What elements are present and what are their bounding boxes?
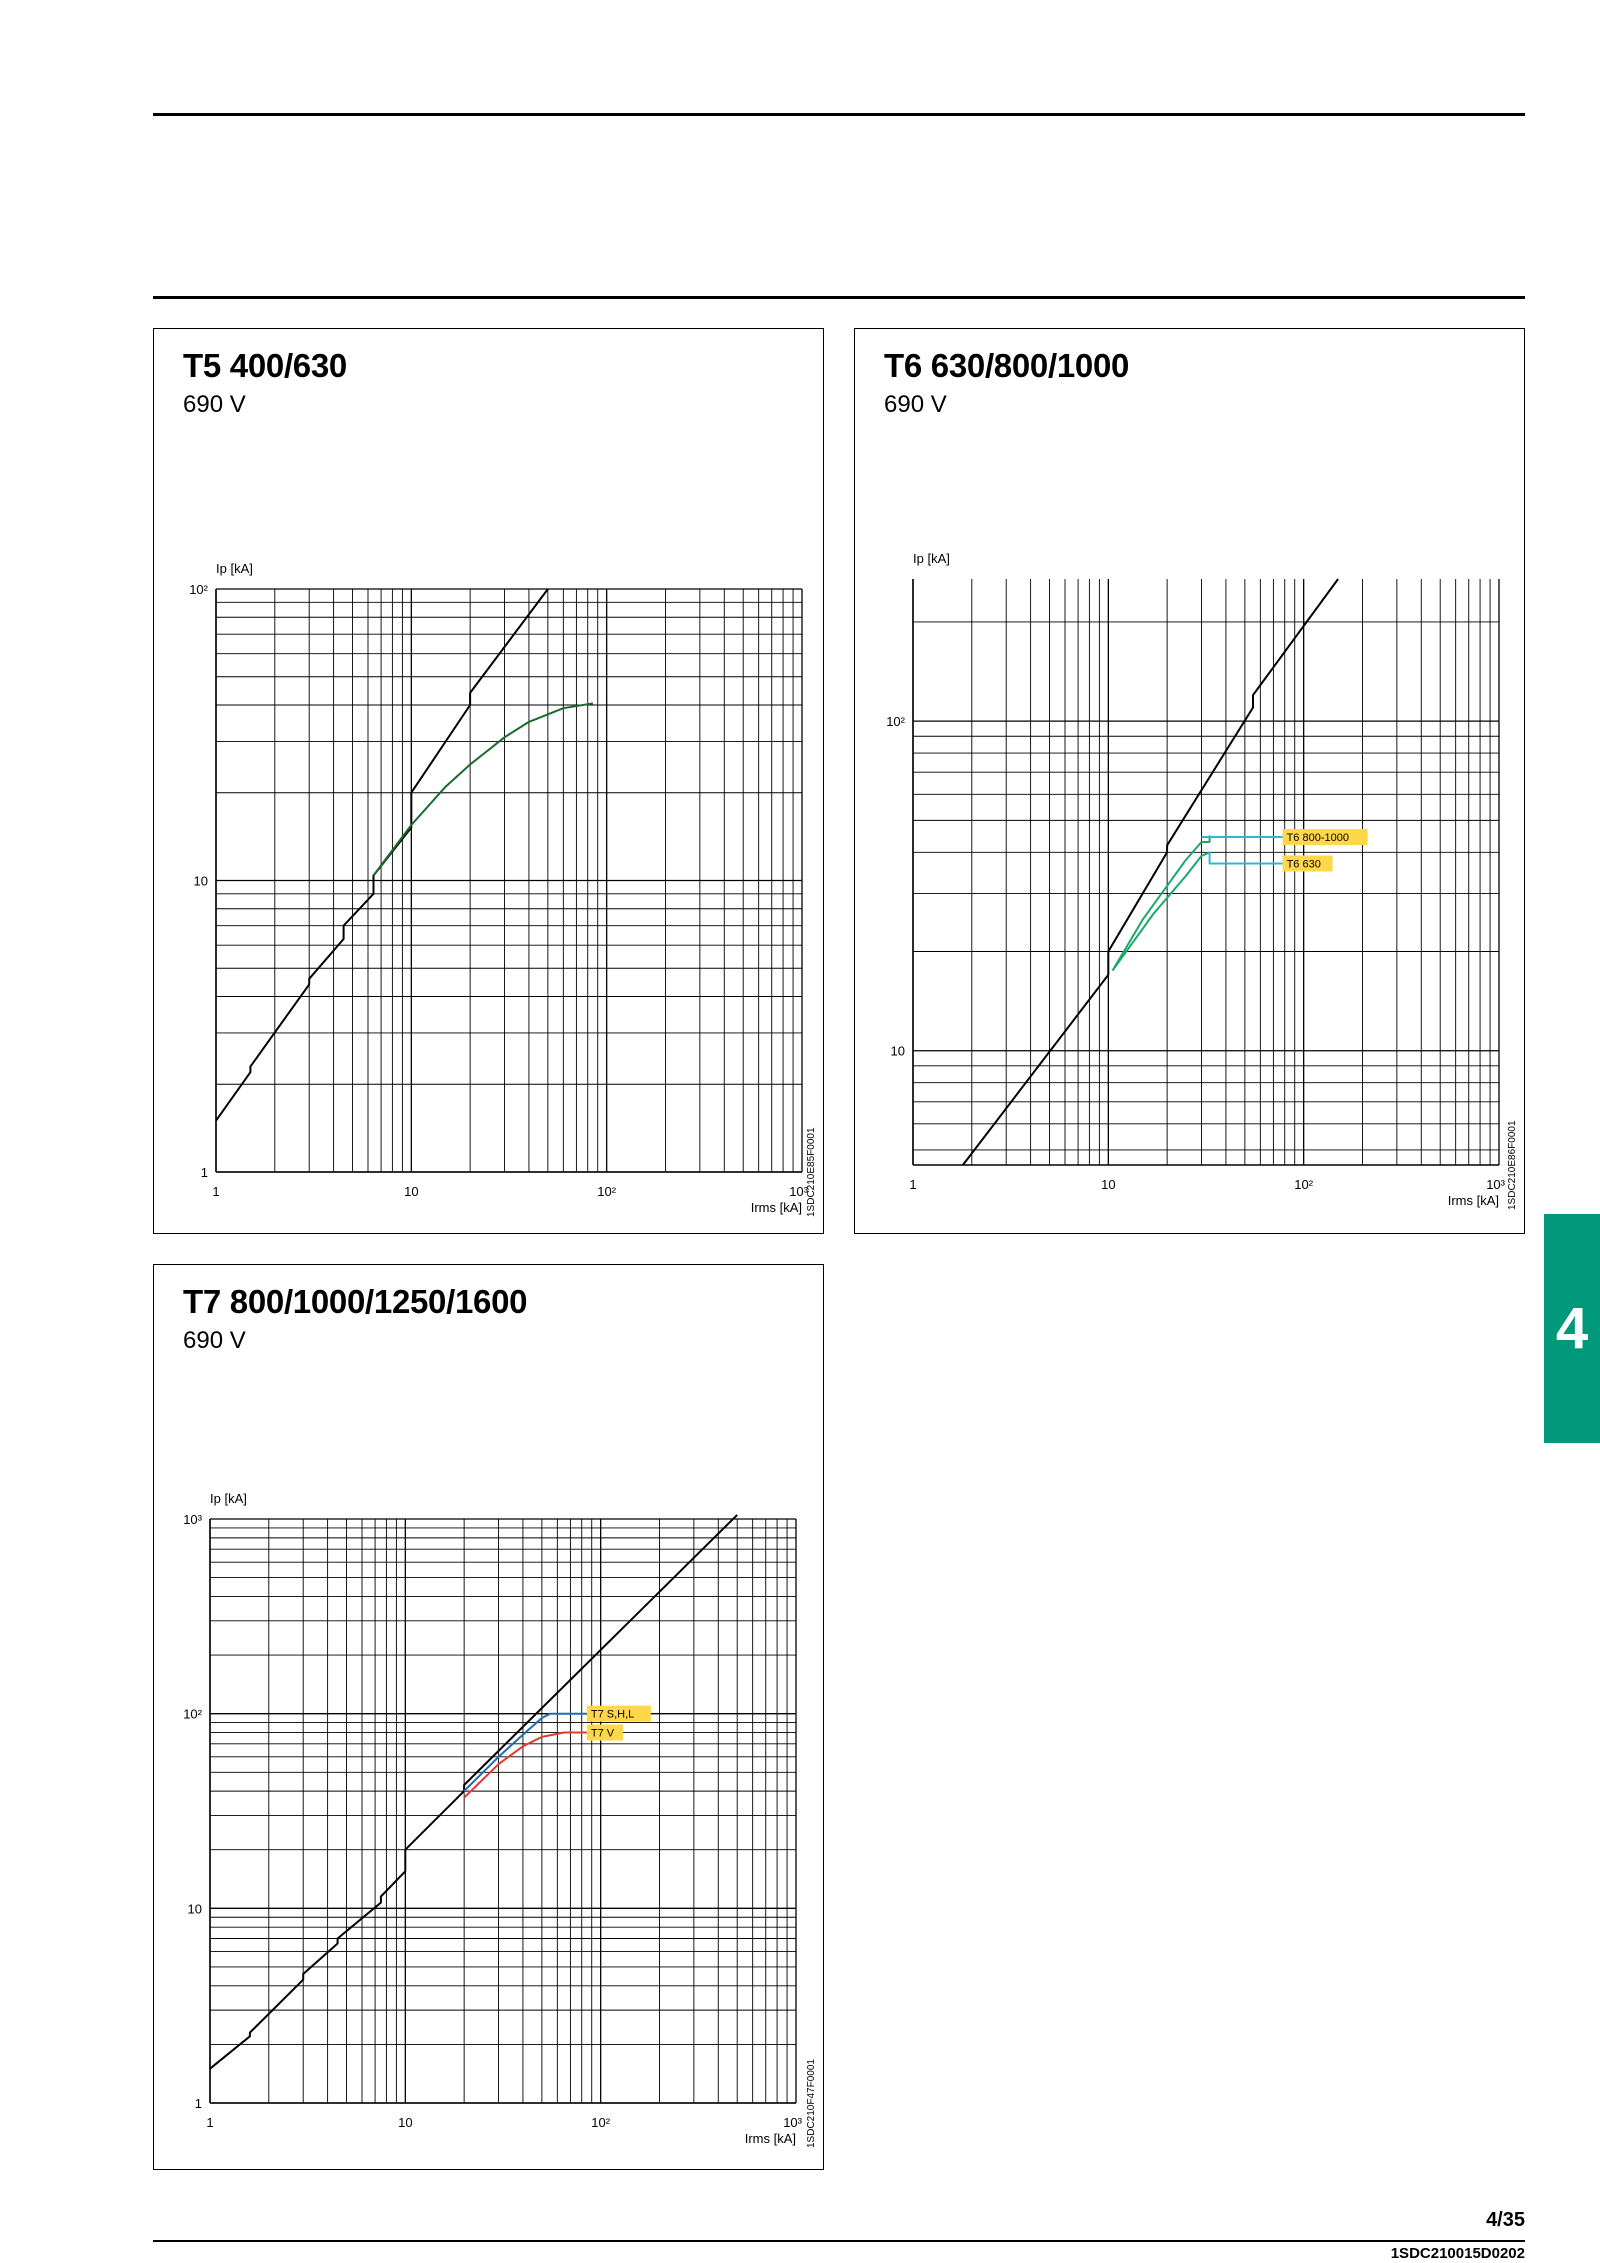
x-tick-label: 10²: [1294, 1177, 1314, 1192]
x-tick-label: 10²: [591, 2115, 611, 2130]
y-tick-label: 10²: [189, 582, 208, 597]
series-line: [374, 703, 593, 875]
footer-rule: [153, 2240, 1525, 2242]
y-axis-label: Ip [kA]: [913, 551, 950, 566]
y-tick-label: 10: [187, 1901, 202, 1917]
document-code: 1SDC210015D0202: [1390, 2245, 1525, 2262]
x-tick-label: 1: [206, 2115, 214, 2130]
y-tick-label: 10: [890, 1043, 905, 1059]
page-number: 4/35: [1486, 2209, 1525, 2231]
series-line: [464, 1733, 587, 1798]
x-axis-label: Irms [kA]: [744, 2131, 796, 2146]
x-tick-label: 10³: [783, 2115, 802, 2130]
y-tick-label: 10²: [183, 1706, 202, 1722]
x-tick-label: 10: [1101, 1177, 1116, 1192]
figure-code: 1SDC210E86F0001: [1507, 1120, 1518, 1210]
x-axis-label: Irms [kA]: [750, 1200, 802, 1215]
chart-title: T7 800/1000/1250/1600: [183, 1283, 528, 1320]
y-tick-label: 10²: [886, 714, 905, 730]
x-tick-label: 10³: [1486, 1177, 1505, 1192]
series-line: [1113, 852, 1210, 970]
x-tick-label: 10: [404, 1184, 419, 1199]
y-axis-label: Ip [kA]: [210, 1491, 247, 1506]
y-tick-label: 10: [193, 873, 208, 889]
chart-subtitle: 690 V: [884, 391, 947, 418]
legend-label: T6 630: [1286, 858, 1321, 871]
legend-label: T7 S,H,L: [590, 1708, 635, 1721]
chart-subtitle: 690 V: [183, 391, 246, 418]
x-tick-label: 10: [398, 2115, 413, 2130]
chart-t6-svg: [855, 329, 1526, 1235]
x-tick-label: 1: [212, 1184, 220, 1199]
series-line: [216, 589, 548, 1121]
grid: [210, 1519, 796, 2103]
chart-panel-t7: [153, 1264, 824, 2170]
grid: [216, 589, 802, 1172]
y-axis-label: Ip [kA]: [216, 561, 253, 576]
y-tick-label: 1: [200, 1165, 208, 1180]
x-tick-label: 10²: [597, 1184, 617, 1199]
chart-t7-svg: [154, 1265, 825, 2171]
y-tick-label: 1: [194, 2096, 202, 2111]
legend-label: T7 V: [590, 1727, 615, 1740]
section-tab: 4: [1544, 1214, 1600, 1443]
figure-code: 1SDC210E85F0001: [806, 1127, 817, 1217]
x-axis-label: Irms [kA]: [1447, 1193, 1499, 1208]
series-line: [963, 579, 1338, 1165]
chart-subtitle: 690 V: [183, 1327, 246, 1354]
grid: [913, 579, 1499, 1165]
legend-label: T6 800-1000: [1286, 832, 1349, 845]
top-rule: [153, 113, 1525, 116]
chart-panel-t6: [854, 328, 1525, 1234]
section-rule: [153, 296, 1525, 299]
x-tick-label: 10³: [789, 1184, 808, 1199]
chart-title: T6 630/800/1000: [884, 347, 1130, 384]
chart-title: T5 400/630: [183, 347, 347, 384]
x-tick-label: 1: [909, 1177, 917, 1192]
chart-t5-svg: [154, 329, 825, 1235]
y-tick-label: 10³: [183, 1512, 202, 1527]
figure-code: 1SDC210F47F0001: [806, 2059, 817, 2148]
series-line: [1210, 852, 1283, 863]
chart-panel-t5: [153, 328, 824, 1234]
